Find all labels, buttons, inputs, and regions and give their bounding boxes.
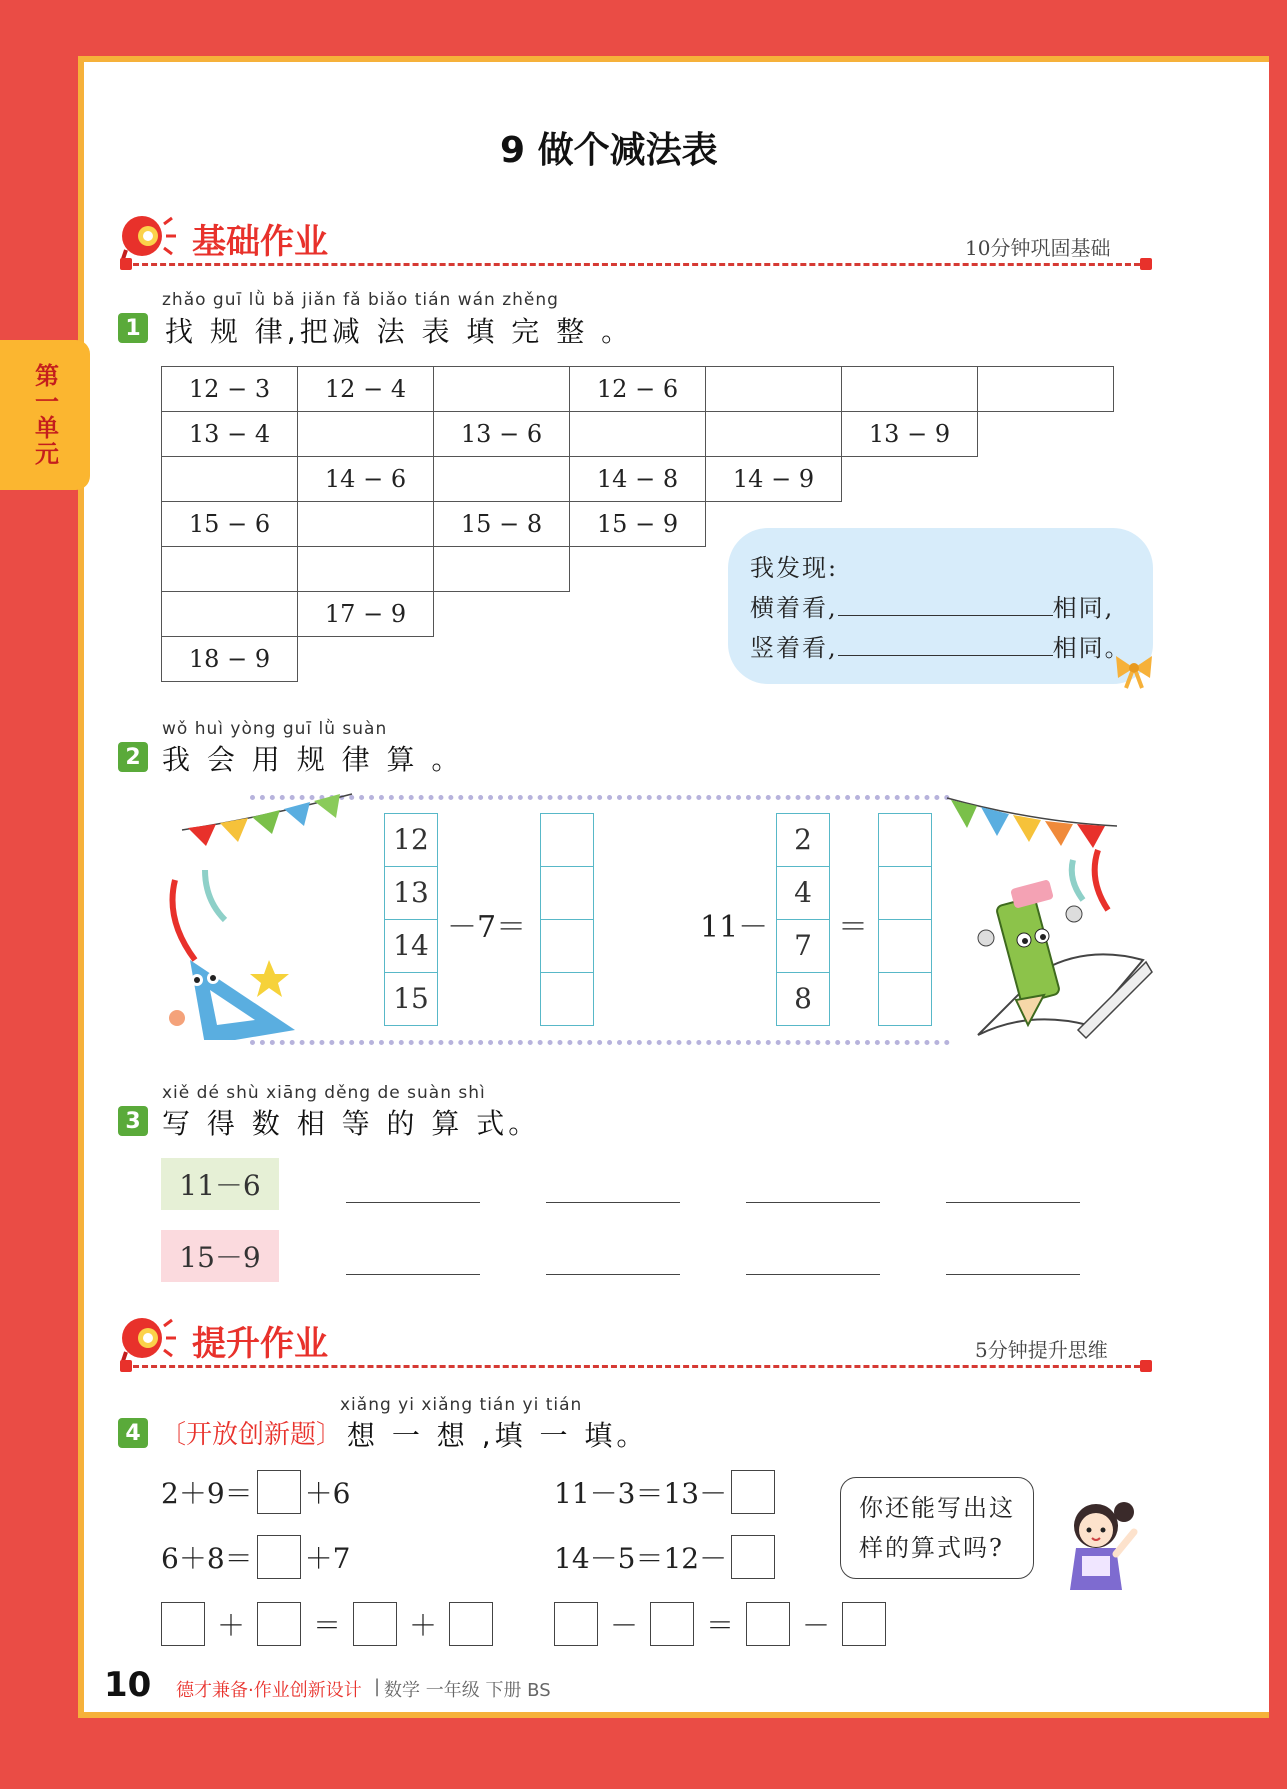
q3-answer-line[interactable] [946, 1202, 1080, 1203]
blank-box[interactable] [257, 1535, 301, 1579]
triangle-ruler-icon [165, 840, 305, 1044]
q4-equation [161, 1470, 350, 1514]
table-cell: 14 − 9 [706, 457, 842, 502]
blank-box[interactable] [746, 1602, 790, 1646]
table-void [570, 637, 706, 682]
blank-box[interactable] [554, 1602, 598, 1646]
q4-free-equation-add [161, 1602, 493, 1646]
table-cell-blank[interactable] [298, 502, 434, 547]
discover-title: 我发现: [750, 554, 839, 582]
q4-number-badge: 4 [118, 1418, 148, 1448]
q2-left-operator: －7＝ [447, 910, 527, 945]
table-void [978, 457, 1114, 502]
q4-tag: 〔开放创新题〕 [160, 1420, 343, 1450]
column-value: 7 [777, 920, 829, 973]
discover-h-tail: 相同, [1052, 594, 1115, 622]
footer-book-info: 数学 一年级 下册 BS [384, 1680, 551, 1701]
section-subtitle-basic: 10分钟巩固基础 [965, 236, 1111, 260]
column-value: 2 [777, 814, 829, 867]
answer-box[interactable] [541, 973, 593, 1025]
table-cell: 15 − 8 [434, 502, 570, 547]
table-cell: 15 − 6 [162, 502, 298, 547]
page-title: 9 做个减法表 [500, 130, 718, 171]
table-cell: 13 − 6 [434, 412, 570, 457]
table-cell: 14 − 6 [298, 457, 434, 502]
table-cell-blank[interactable] [434, 457, 570, 502]
footer-separator: | [374, 1676, 381, 1697]
discover-v-tail: 相同。 [1052, 634, 1131, 662]
q3-answer-line[interactable] [546, 1274, 680, 1275]
answer-box[interactable] [541, 814, 593, 867]
column-value: 13 [385, 867, 437, 920]
q3-number-badge: 3 [118, 1106, 148, 1136]
discover-h-blank[interactable] [838, 615, 1053, 616]
table-cell-blank[interactable] [298, 547, 434, 592]
table-void [978, 412, 1114, 457]
minus-sign: － [610, 1609, 639, 1642]
q3-instruction: 写 得 数 相 等 的 算 式。 [162, 1107, 541, 1140]
section-divider [124, 1365, 1149, 1368]
table-cell: 18 − 9 [162, 637, 298, 682]
pencil-book-icon [968, 840, 1158, 1054]
table-cell: 12 − 4 [298, 367, 434, 412]
plus-sign: ＋ [409, 1609, 438, 1642]
column-value: 12 [385, 814, 437, 867]
speech-bubble [840, 1477, 1034, 1579]
bow-icon [1112, 650, 1156, 694]
table-cell: 14 − 8 [570, 457, 706, 502]
divider-end-left [120, 258, 132, 270]
q2-left-answers [540, 813, 594, 1026]
table-void [434, 592, 570, 637]
column-value: 8 [794, 982, 812, 1015]
blank-box[interactable] [161, 1602, 205, 1646]
q3-answer-line[interactable] [746, 1274, 880, 1275]
column-value: 4 [777, 867, 829, 920]
blank-box[interactable] [731, 1470, 775, 1514]
q2-right-operator: ＝ [838, 910, 868, 945]
q1-pinyin: zhǎo guī lǜ bǎ jiǎn fǎ biǎo tián wán zhěng [162, 290, 559, 310]
table-void [434, 637, 570, 682]
discover-h-label: 横着看, [750, 594, 838, 622]
eq-part: ＋7 [304, 1542, 351, 1575]
q2-instruction: 我 会 用 规 律 算 。 [162, 743, 464, 776]
table-cell-blank[interactable] [162, 547, 298, 592]
blank-box[interactable] [842, 1602, 886, 1646]
q4-equation [161, 1535, 350, 1579]
table-void [570, 547, 706, 592]
q3-answer-line[interactable] [346, 1202, 480, 1203]
q3-answer-line[interactable] [546, 1202, 680, 1203]
section-divider [124, 263, 1149, 266]
table-cell-blank[interactable] [434, 547, 570, 592]
bubble-line: 样的算式吗? [859, 1534, 1004, 1562]
table-cell-blank[interactable] [298, 412, 434, 457]
table-void [570, 592, 706, 637]
equals-sign: ＝ [706, 1609, 735, 1642]
answer-box[interactable] [879, 867, 931, 920]
table-cell: 12 − 6 [570, 367, 706, 412]
table-cell-blank[interactable] [162, 592, 298, 637]
table-cell-blank[interactable] [706, 412, 842, 457]
answer-box[interactable] [879, 973, 931, 1025]
q1-number-badge: 1 [118, 313, 148, 343]
q3-answer-line[interactable] [346, 1274, 480, 1275]
table-row [162, 457, 1114, 502]
q4-instruction: 想 一 想 ,填 一 填。 [347, 1419, 649, 1452]
section-heading-advanced: 提升作业 [192, 1324, 328, 1364]
table-cell-blank[interactable] [162, 457, 298, 502]
answer-box[interactable] [879, 814, 931, 867]
blank-box[interactable] [257, 1470, 301, 1514]
plus-sign: ＋ [217, 1609, 246, 1642]
divider-end-right [1140, 258, 1152, 270]
table-void [298, 637, 434, 682]
table-cell-blank[interactable] [842, 367, 978, 412]
table-cell-blank[interactable] [706, 367, 842, 412]
blank-box[interactable] [731, 1535, 775, 1579]
column-value: 14 [385, 920, 437, 973]
unit-side-tab [0, 340, 90, 490]
q2-number-badge: 2 [118, 742, 148, 772]
q2-pinyin: wǒ huì yòng guī lǜ suàn [162, 719, 388, 739]
eq-part: 11－3＝13－ [554, 1477, 728, 1510]
table-cell: 13 − 4 [162, 412, 298, 457]
q3-answer-line[interactable] [946, 1274, 1080, 1275]
answer-box[interactable] [879, 920, 931, 973]
table-row [162, 367, 1114, 412]
equals-sign: ＝ [313, 1609, 342, 1642]
q2-right-answers [878, 813, 932, 1026]
divider-end-left [120, 1360, 132, 1372]
blank-box[interactable] [449, 1602, 493, 1646]
table-cell: 13 − 9 [842, 412, 978, 457]
divider-end-right [1140, 1360, 1152, 1372]
footer-brand: 德才兼备·作业创新设计 [176, 1680, 362, 1701]
table-cell: 12 − 3 [162, 367, 298, 412]
q2-right-column [776, 813, 830, 1026]
bubble-line: 你还能写出这 [859, 1494, 1015, 1522]
section-subtitle-advanced: 5分钟提升思维 [975, 1338, 1108, 1362]
q3-answer-line[interactable] [746, 1202, 880, 1203]
blank-box[interactable] [257, 1602, 301, 1646]
q1-instruction: 找 规 律,把减 法 表 填 完 整 。 [165, 315, 634, 348]
girl-character-icon [1052, 1492, 1148, 1596]
answer-box[interactable] [541, 867, 593, 920]
eq-part: 6＋8＝ [161, 1542, 253, 1575]
unit-label: 第一单元 [30, 363, 59, 467]
discovery-cloud [728, 528, 1153, 684]
table-cell-blank[interactable] [434, 367, 570, 412]
table-row [162, 412, 1114, 457]
eq-part: ＋6 [304, 1477, 351, 1510]
table-void [842, 457, 978, 502]
eq-part: 2＋9＝ [161, 1477, 253, 1510]
q4-equation [554, 1535, 775, 1579]
q2-left-column [384, 813, 438, 1026]
q3-pinyin: xiě dé shù xiāng děng de suàn shì [162, 1083, 486, 1103]
discover-vertical-line [750, 628, 1131, 663]
discover-v-blank[interactable] [838, 655, 1053, 656]
table-cell: 15 − 9 [570, 502, 706, 547]
blank-box[interactable] [650, 1602, 694, 1646]
discover-v-label: 竖着看, [750, 634, 838, 662]
eq-part: 14－5＝12－ [554, 1542, 728, 1575]
discover-horizontal-line [750, 588, 1114, 623]
table-cell: 17 − 9 [298, 592, 434, 637]
q2-right-prefix: 11－ [700, 910, 769, 945]
page-number: 10 [104, 1665, 152, 1705]
q3-expression-2: 15－9 [161, 1230, 279, 1282]
q4-free-equation-sub [554, 1602, 886, 1646]
section-heading-basic: 基础作业 [192, 222, 328, 262]
table-cell-blank[interactable] [570, 412, 706, 457]
q4-pinyin: xiǎng yi xiǎng tián yi tián [340, 1395, 583, 1415]
answer-box[interactable] [541, 920, 593, 973]
column-value: 15 [393, 982, 429, 1015]
minus-sign: － [802, 1609, 831, 1642]
q4-equation [554, 1470, 775, 1514]
q3-expression-1: 11－6 [161, 1158, 279, 1210]
table-cell-blank[interactable] [978, 367, 1114, 412]
blank-box[interactable] [353, 1602, 397, 1646]
